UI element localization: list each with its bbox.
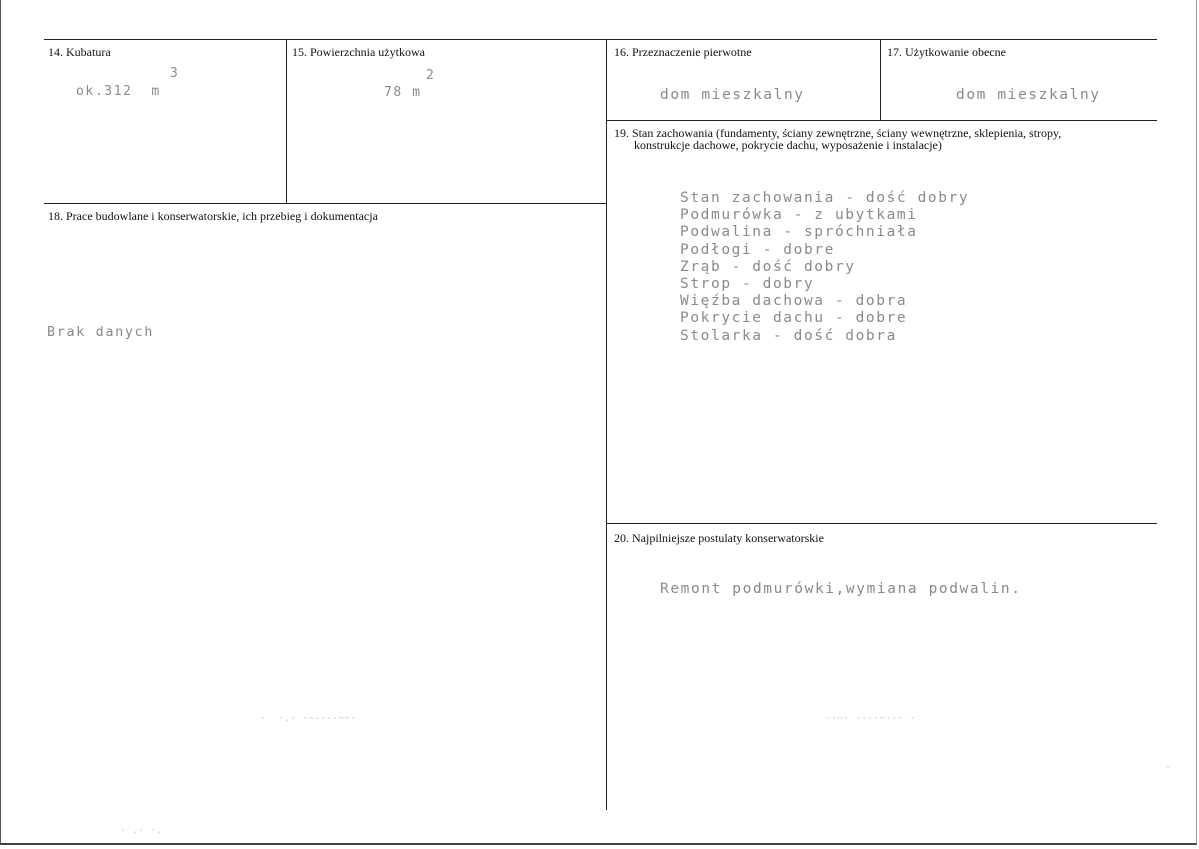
rule-under-14-15 bbox=[44, 203, 606, 204]
condition-list bbox=[680, 190, 969, 345]
condition-item: Podmurówka - z ubytkami bbox=[680, 207, 918, 224]
field-17-value: dom mieszkalny bbox=[956, 87, 1101, 103]
field-19-label bbox=[614, 127, 1124, 151]
field-18-value: Brak danych bbox=[47, 324, 155, 340]
field-14-value: ok.312 m bbox=[76, 84, 161, 99]
scan-noise: · .· ·. bbox=[120, 825, 163, 836]
field-14-label: 14. Kubatura bbox=[48, 45, 111, 59]
top-rule-right bbox=[606, 39, 1157, 40]
divider-14-15 bbox=[286, 39, 287, 203]
scan-noise: · ·.- ·~-·-·~~· bbox=[260, 713, 357, 724]
condition-item: Stolarka - dość dobra bbox=[680, 327, 897, 344]
condition-item: Zrąb - dość dobry bbox=[680, 258, 856, 275]
center-divider bbox=[606, 39, 607, 810]
condition-item: Strop - dobry bbox=[680, 276, 815, 293]
condition-item: Pokrycie dachu - dobre bbox=[680, 310, 908, 327]
field-14-unit-superscript: 3 bbox=[170, 66, 178, 81]
field-15-label: 15. Powierzchnia użytkowa bbox=[292, 45, 425, 59]
field-16-label: 16. Przeznaczenie pierwotne bbox=[614, 45, 752, 59]
rule-under-16-17 bbox=[606, 120, 1157, 121]
condition-item: Stan zachowania - dość dobry bbox=[680, 190, 970, 206]
field-17-label: 17. Użytkowanie obecne bbox=[887, 45, 1006, 59]
condition-item: Podłogi - dobre bbox=[680, 241, 835, 258]
field-20-value: Remont podmurówki,wymiana podwalin. bbox=[660, 581, 1022, 597]
condition-item: Podwalina - spróchniała bbox=[680, 224, 918, 241]
condition-item: Więźba dachowa - dobra bbox=[680, 293, 908, 310]
scan-noise: . bbox=[1165, 760, 1172, 771]
field-19-label-line2: konstrukcje dachowe, pokrycie dachu, wyposażenie i instalacje) bbox=[634, 138, 942, 152]
field-19-label-line1: 19. Stan zachowania (fundamenty, ściany zewnętrzne, ściany wewnętrzne, sklepienia, stropy, bbox=[614, 126, 1062, 140]
field-16-value: dom mieszkalny bbox=[660, 87, 805, 103]
rule-above-20 bbox=[606, 523, 1157, 524]
field-20-label: 20. Najpilniejsze postulaty konserwatorskie bbox=[614, 531, 824, 545]
field-18-label: 18. Prace budowlane i konserwatorskie, ich przebieg i dokumentacja bbox=[48, 209, 378, 223]
field-15-unit-superscript: 2 bbox=[426, 68, 434, 83]
field-15-value: 78 m bbox=[384, 85, 422, 100]
divider-16-17 bbox=[880, 39, 881, 120]
scan-noise: -·~· -·-·~·-· · bbox=[825, 713, 916, 724]
top-rule-left bbox=[44, 39, 606, 40]
